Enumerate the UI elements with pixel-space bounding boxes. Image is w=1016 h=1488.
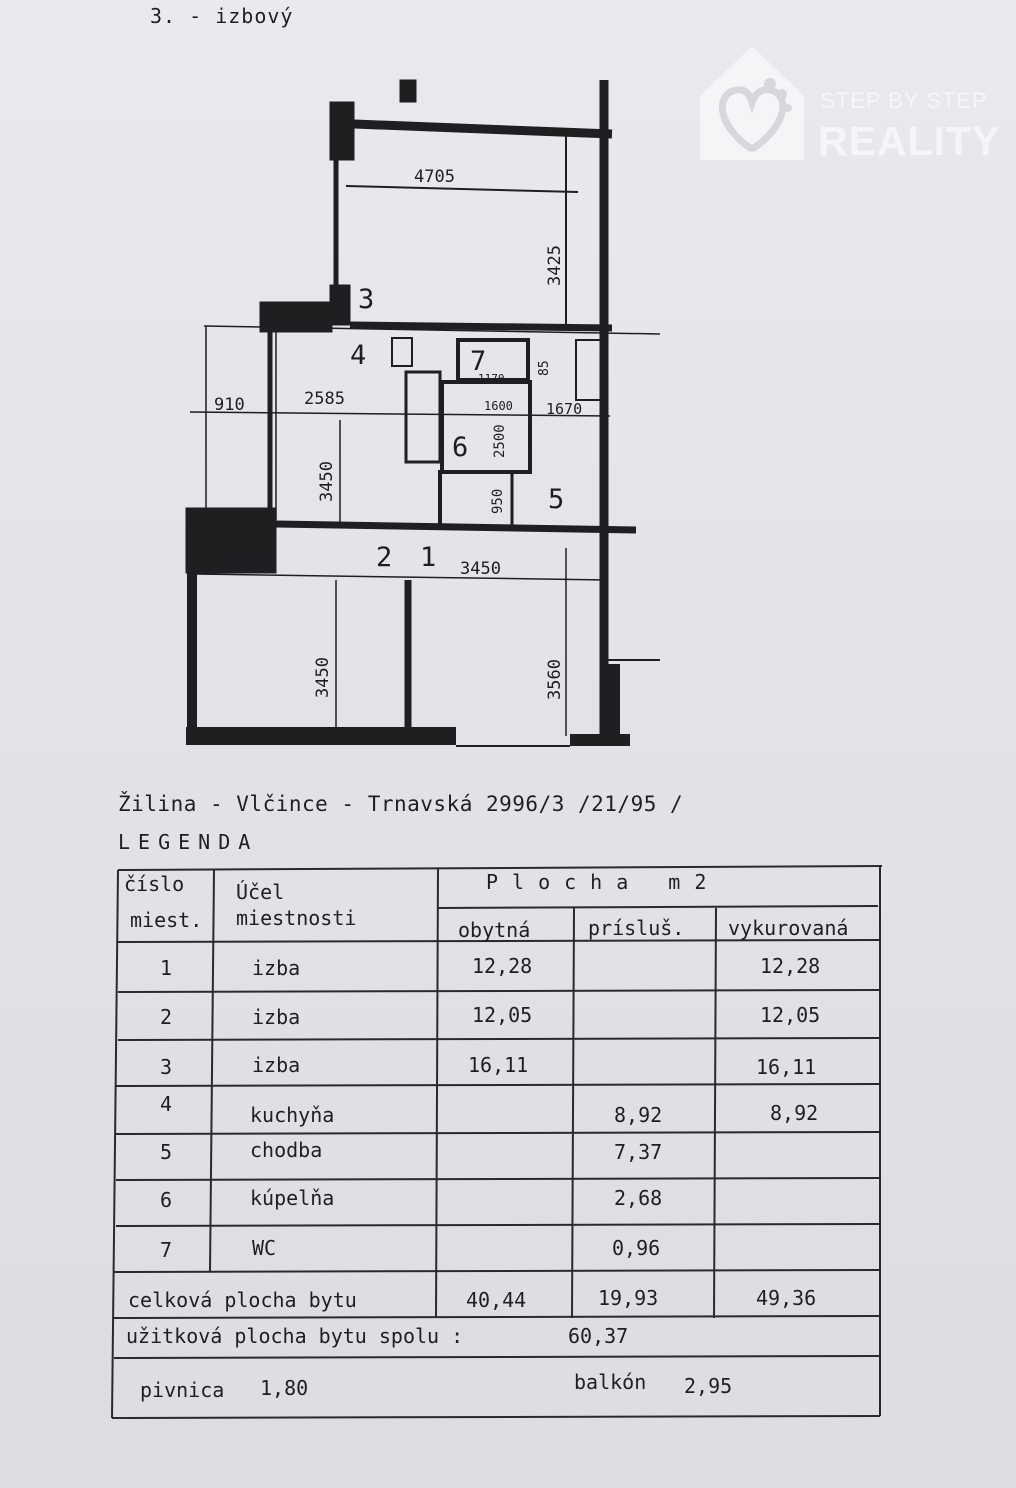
row-number: 1 [160, 956, 173, 980]
grid-line [114, 1316, 880, 1318]
balkon-label: balkón [574, 1370, 647, 1394]
row-number: 6 [160, 1188, 173, 1212]
room-number: 6 [452, 432, 469, 463]
row-number: 3 [160, 1055, 173, 1079]
row-vykurovana: 12,05 [760, 1003, 821, 1027]
header-cislo: číslo [124, 872, 185, 896]
header-miestnosti: miestnosti [236, 906, 357, 930]
dimension-label: 1600 [484, 399, 513, 413]
room-number: 2 [376, 542, 393, 573]
header-vykurovana: vykurovaná [728, 916, 849, 940]
dimension-label: 4705 [414, 167, 455, 187]
header-ucel: Účel [236, 880, 285, 904]
row-name: chodba [250, 1138, 323, 1162]
dimension-label: 2585 [304, 389, 345, 409]
grid-line [210, 870, 214, 1272]
row-vykurovana: 16,11 [756, 1055, 817, 1079]
uzitkova-value: 60,37 [568, 1324, 629, 1348]
room-number: 7 [470, 346, 487, 377]
row-name: kuchyňa [250, 1103, 335, 1127]
balkon-value: 2,95 [684, 1374, 733, 1398]
property-address: Žilina - Vlčince - Trnavská 2996/3 /21/95 / [118, 792, 684, 816]
dimension-label: 3425 [545, 245, 565, 286]
logo-tagline: STEP BY STEP [820, 88, 988, 113]
pivnica-label: pivnica [140, 1378, 225, 1402]
row-name: izba [252, 1005, 301, 1029]
row-number: 2 [160, 1005, 173, 1029]
grid-line [436, 868, 438, 1318]
header-prislus: prísluš. [588, 916, 685, 940]
row-vykurovana: 12,28 [760, 954, 821, 978]
room-number: 5 [548, 484, 565, 515]
row-name: WC [252, 1236, 277, 1260]
grid-line [118, 1038, 880, 1040]
total-label: celková plocha bytu [128, 1288, 357, 1312]
legend-title: LEGENDA [118, 830, 259, 854]
row-number: 7 [160, 1238, 173, 1262]
dimension-label: 3450 [313, 657, 333, 698]
dimension-label: 3450 [460, 559, 501, 579]
dimension-label: 85 [537, 360, 552, 376]
row-name: izba [252, 1053, 301, 1077]
row-obytna: 12,05 [472, 1003, 533, 1027]
room-number: 4 [350, 340, 367, 371]
dimension-label: 1670 [546, 400, 583, 418]
logo-brand: REALITY [818, 118, 1001, 164]
row-number: 4 [160, 1092, 173, 1116]
header-plocha: Plocha m2 [486, 870, 721, 894]
dimension-label: 3560 [545, 659, 565, 700]
uzitkova-label: užitková plocha bytu spolu : [126, 1324, 464, 1348]
grid-line [116, 1084, 880, 1086]
dimension-label: 3495 [230, 555, 271, 575]
grid-line [118, 990, 880, 992]
grid-line [116, 1224, 880, 1226]
row-obytna: 12,28 [472, 954, 533, 978]
grid-line [114, 1356, 880, 1358]
dimension-label: 1170 [478, 372, 505, 385]
grid-line [114, 1270, 880, 1272]
grid-line [572, 908, 574, 1318]
row-name: izba [252, 956, 301, 980]
row-number: 5 [160, 1140, 173, 1164]
grid-line [438, 906, 878, 908]
dimension-label: 950 [490, 488, 506, 514]
row-prislus: 2,68 [614, 1186, 663, 1210]
room-number: 1 [420, 542, 437, 573]
grid-line [116, 1132, 880, 1134]
row-prislus: 8,92 [614, 1103, 663, 1127]
header-obytna: obytná [458, 918, 531, 942]
row-prislus: 0,96 [612, 1236, 661, 1260]
header-miest: miest. [130, 908, 203, 932]
dimension-label: 910 [214, 395, 245, 415]
document-title: 3. - izbový [150, 4, 294, 28]
row-prislus: 7,37 [614, 1140, 663, 1164]
row-name: kúpelňa [250, 1186, 335, 1210]
total-prislus: 19,93 [598, 1286, 659, 1310]
dimension-label: 2500 [492, 424, 508, 458]
row-obytna: 16,11 [468, 1053, 529, 1077]
total-vykurovana: 49,36 [756, 1286, 817, 1310]
row-vykurovana: 8,92 [770, 1101, 819, 1125]
dimension-label: 3450 [317, 461, 337, 502]
grid-line [112, 870, 118, 1418]
grid-line [112, 1416, 880, 1418]
total-obytna: 40,44 [466, 1288, 527, 1312]
grid-line [714, 908, 716, 1318]
room-number: 3 [358, 284, 375, 315]
pivnica-value: 1,80 [260, 1376, 309, 1400]
grid-line [116, 1178, 880, 1180]
